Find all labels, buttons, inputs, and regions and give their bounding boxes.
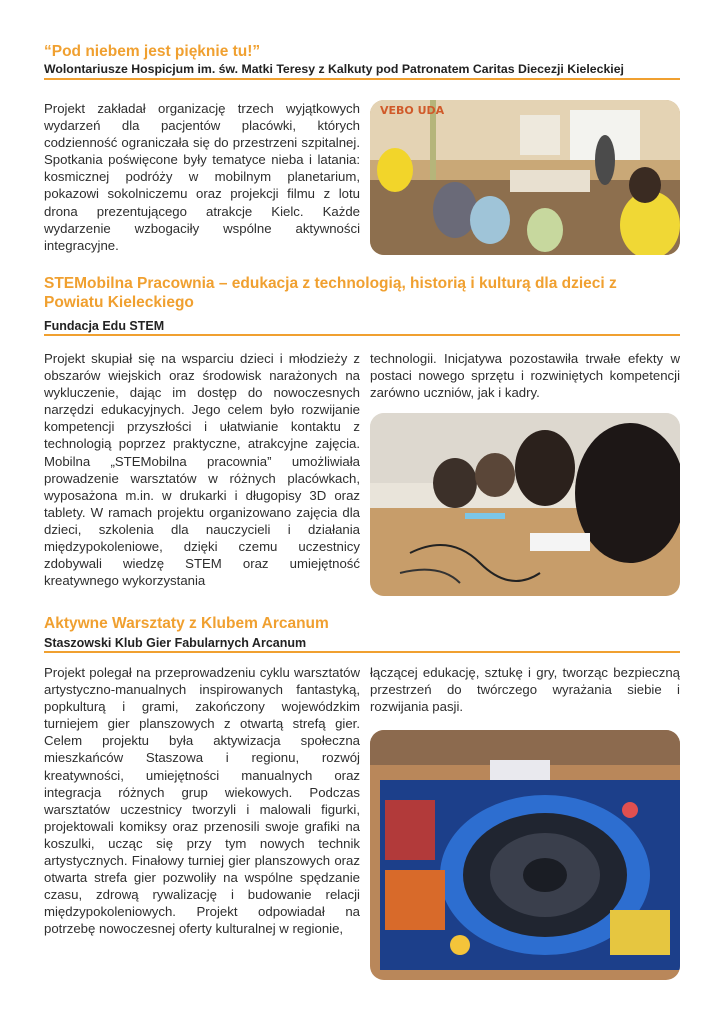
section-organization: Staszowski Klub Gier Fabularnych Arcanum	[44, 636, 307, 650]
photo-wall-sign: VEBO UDA	[380, 104, 445, 117]
section-divider	[44, 78, 680, 80]
section-divider	[44, 651, 680, 653]
section-title: Aktywne Warsztaty z Klubem Arcanum	[44, 615, 329, 632]
board-game-photo	[370, 730, 680, 980]
section-body-text-left: Projekt skupiał się na wsparciu dzieci i młodzieży z obszarów wiejskich oraz środowisk narażonych na wykluczenie, dając im dostęp do nowoczesnych narzędzi edukacyjnych. Jego celem było rozwijanie kompetencji przyszłości i ułatwianie kontaktu z technologią poprzez praktyczne, atrakcyjne zajęcia. Mobilna „STEMobilna pracownia” umożliwiała prowadzenie warsztatów w różnych placówkach, wyposażona m.in. w drukarki i długopisy 3D oraz tablety. W ramach projektu organizowano zajęcia dla dzieci, szkolenia dla nauczycieli i działania międzypokoleniowe, dzięki czemu uczestnicy zdobywali wiedzę STEM oraz umiejętność kreatywnego wykorzystania	[44, 351, 360, 589]
section-2-header	[44, 274, 680, 334]
stem-workshop-photo	[370, 413, 680, 596]
section-1-header	[44, 42, 680, 77]
section-divider	[44, 334, 680, 336]
section-organization: Fundacja Edu STEM	[44, 319, 165, 333]
section-body-text-right: technologii. Inicjatywa pozostawiła trwałe efekty w postaci nowego sprzętu i rozwiniętych kompetencji zarówno uczniów, jak i kadry.	[370, 351, 680, 401]
section-3-header	[44, 614, 680, 651]
hospice-event-photo	[370, 100, 680, 255]
section-title: “Pod niebem jest pięknie tu!”	[44, 43, 261, 60]
section-body-text-right: łączącej edukację, sztukę i gry, tworząc bezpieczną przestrzeń do twórczego wyrażania siebie i rozwijania pasji.	[370, 665, 680, 715]
section-title: STEMobilna Pracownia – edukacja z technologią, historią i kulturą dla dzieci z Powiatu Kieleckiego	[44, 275, 617, 311]
section-body-text: Projekt zakładał organizację trzech wyjątkowych wydarzeń dla pacjentów placówki, których codzienność ograniczała się do przestrzeni szpitalnej. Spotkania poświęcone były tematyce nieba i latania: kosmicznej podróży w mobilnym planetarium, pokazowi sokolniczemu oraz projekcji filmu z lotu drona prezentującego atrakcje Kielc. Każde wydarzenie wzbogaciły wspólne aktywności integracyjne.	[44, 101, 360, 253]
section-body-text-left: Projekt polegał na przeprowadzeniu cyklu warsztatów artystyczno-manualnych inspirowanych fantastyką, popkulturą i grami, zakończony wojewódzkim turniejem gier planszowych z otwartą strefą gier. Celem projektu była aktywizacja społeczna mieszkańców Staszowa i regionu, rozwój kreatywności, umiejętności manualnych oraz integracja różnych grup wiekowych. Podczas warsztatów uczestnicy tworzyli i malowali figurki, projektowali komiksy oraz przenosili swoje grafiki na koszulki, ucząc się przy tym nowych technik artystycznych. Finałowy turniej gier planszowych oraz otwarta strefa gier pozwoliły na wspólne spędzanie czasu, zdrową rywalizację i budowanie relacji międzypokoleniowych. Projekt odpowiadał na potrzebę nowoczesnej oferty kulturalnej w regionie,	[44, 665, 360, 937]
section-organization: Wolontariusze Hospicjum im. św. Matki Teresy z Kalkuty pod Patronatem Caritas Diecezji Kieleckiej	[44, 62, 624, 76]
